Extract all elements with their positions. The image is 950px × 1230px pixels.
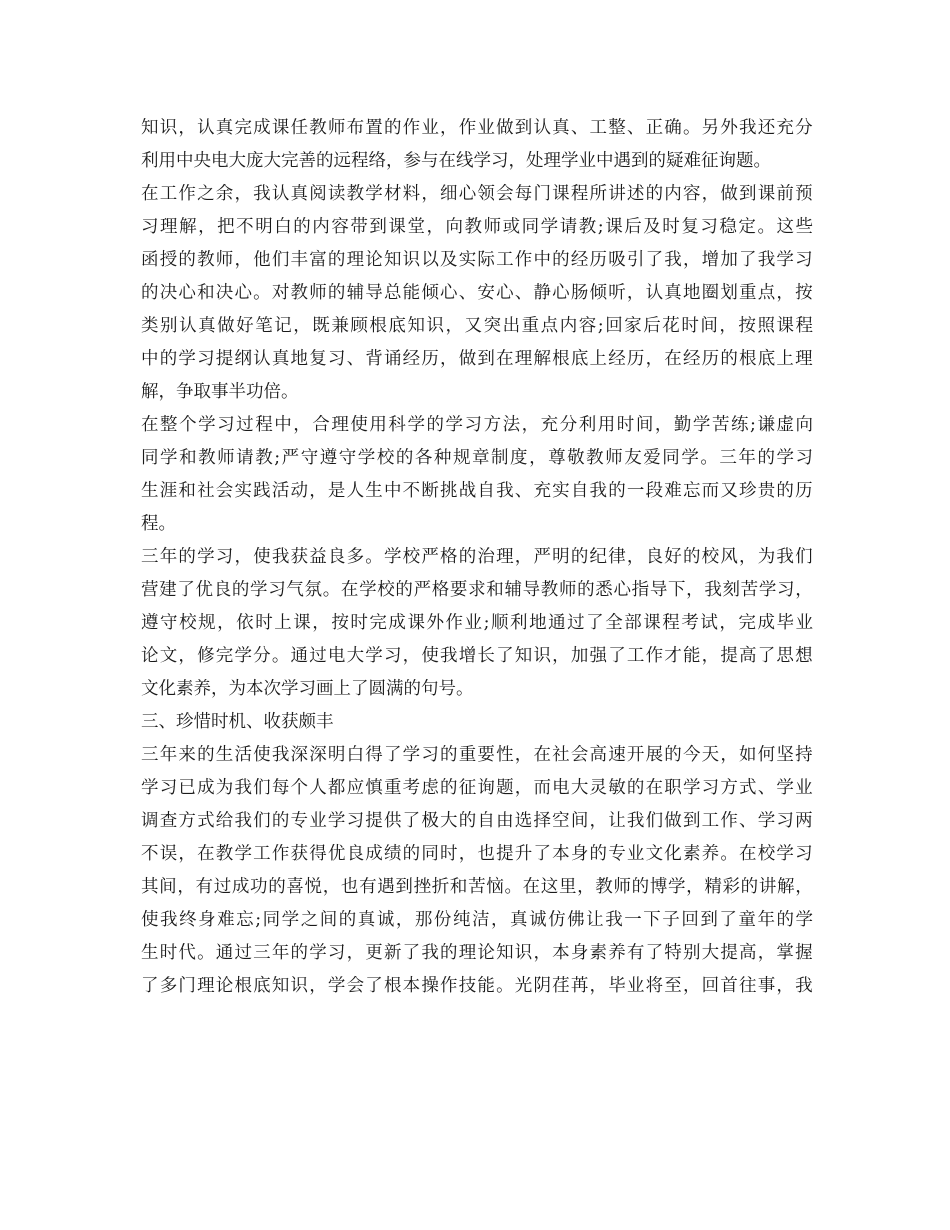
text-line: 生 涯 和 社 会 实 践 活 动 ， 是 人 生 中 不 断 挑 战 自 我 、 充 实 自 我 的 一 段 难 忘 而 又 珍 贵 的 历 [141, 481, 813, 501]
document-body [141, 112, 813, 1003]
text-line: 中 的 学 习 提 纲 认 真 地 复 习 、 背 诵 经 历 ， 做 到 在 理 解 根 底 上 经 历 ， 在 经 历 的 根 底 上 理 [141, 349, 813, 369]
text-line: 使 我 终 身 难 忘 ; 同 学 之 间 的 真 诚 ， 那 份 纯 洁 ， 真 诚 仿 佛 让 我 一 下 子 回 到 了 童 年 的 学 [141, 910, 813, 930]
text-line: 程。 [141, 514, 176, 534]
text-line: 生 时 代 。 通 过 三 年 的 学 习 ， 更 新 了 我 的 理 论 知 识 ， 本 身 素 养 有 了 特 别 大 提 高 ， 掌 握 [141, 943, 813, 963]
text-line: 不 误 ， 在 教 学 工 作 获 得 优 良 成 绩 的 同 时 ， 也 提 升 了 本 身 的 专 业 文 化 素 养 。 在 校 学 习 [141, 844, 813, 864]
text-line: 的 决 心 和 决 心 。 对 教 师 的 辅 导 总 能 倾 心 、 安 心 、 静 心 肠 倾 听 ， 认 真 地 圈 划 重 点 ， 按 [141, 283, 813, 303]
text-line: 函 授 的 教 师 ， 他 们 丰 富 的 理 论 知 识 以 及 实 际 工 作 中 的 经 历 吸 引 了 我 ， 增 加 了 我 学 习 [141, 250, 813, 270]
text-line: 类 别 认 真 做 好 笔 记 ， 既 兼 顾 根 底 知 识 ， 又 突 出 重 点 内 容 ; 回 家 后 花 时 间 ， 按 照 课 程 [141, 316, 813, 336]
text-line: 三 年 来 的 生 活 使 我 深 深 明 白 得 了 学 习 的 重 要 性 ， 在 社 会 高 速 开 展 的 今 天 ， 如 何 坚 持 [141, 745, 813, 765]
text-line: 在 整 个 学 习 过 程 中 ， 合 理 使 用 科 学 的 学 习 方 法 ， 充 分 利 用 时 间 ， 勤 学 苦 练 ; 谦 虚 向 [141, 415, 813, 435]
text-line: 论 文 ， 修 完 学 分 。 通 过 电 大 学 习 ， 使 我 增 长 了 知 识 ， 加 强 了 工 作 才 能 ， 提 高 了 思 想 [141, 646, 813, 666]
text-line: 习 理 解 ， 把 不 明 白 的 内 容 带 到 课 堂 ， 向 教 师 或 同 学 请 教 ; 课 后 及 时 复 习 稳 定 。 这 些 [141, 217, 813, 237]
text-line: 三 年 的 学 习 ， 使 我 获 益 良 多 。 学 校 严 格 的 治 理 ， 严 明 的 纪 律 ， 良 好 的 校 风 ， 为 我 们 [141, 547, 813, 567]
text-line: 了 多 门 理 论 根 底 知 识 ， 学 会 了 根 本 操 作 技 能 。 光 阴 荏 苒 ， 毕 业 将 至 ， 回 首 往 事 ， 我 [141, 976, 813, 996]
text-line: 其 间 ， 有 过 成 功 的 喜 悦 ， 也 有 遇 到 挫 折 和 苦 恼 。 在 这 里 ， 教 师 的 博 学 ， 精 彩 的 讲 解 ， [141, 877, 813, 897]
text-line: 营 建 了 优 良 的 学 习 气 氛 。 在 学 校 的 严 格 要 求 和 辅 导 教 师 的 悉 心 指 导 下 ， 我 刻 苦 学 习 ， [141, 580, 813, 600]
text-line: 同 学 和 教 师 请 教 ; 严 守 遵 守 学 校 的 各 种 规 章 制 度 ， 尊 敬 教 师 友 爱 同 学 。 三 年 的 学 习 [141, 448, 813, 468]
text-line: 调 查 方 式 给 我 们 的 专 业 学 习 提 供 了 极 大 的 自 由 选 择 空 间 ， 让 我 们 做 到 工 作 、 学 习 两 [141, 811, 813, 831]
text-line: 遵 守 校 规 ， 依 时 上 课 ， 按 时 完 成 课 外 作 业 ; 顺 利 地 通 过 了 全 部 课 程 考 试 ， 完 成 毕 业 [141, 613, 813, 633]
text-line: 知 识 ， 认 真 完 成 课 任 教 师 布 置 的 作 业 ， 作 业 做 到 认 真 、 工 整 、 正 确 。 另 外 我 还 充 分 [141, 118, 813, 138]
text-line: 文化素养，为本次学习画上了圆满的句号。 [141, 679, 474, 699]
text-line: 在 工 作 之 余 ， 我 认 真 阅 读 教 学 材 料 ， 细 心 领 会 每 门 课 程 所 讲 述 的 内 容 ， 做 到 课 前 预 [141, 184, 813, 204]
text-line: 学 习 已 成 为 我 们 每 个 人 都 应 慎 重 考 虑 的 征 询 题 ， 而 电 大 灵 敏 的 在 职 学 习 方 式 、 学 业 [141, 778, 813, 798]
text-line: 利用中央电大庞大完善的远程络，参与在线学习，处理学业中遇到的疑难征询题。 [141, 151, 771, 171]
text-line: 三、珍惜时机、收获颇丰 [141, 712, 334, 732]
text-line: 解，争取事半功倍。 [141, 382, 299, 402]
